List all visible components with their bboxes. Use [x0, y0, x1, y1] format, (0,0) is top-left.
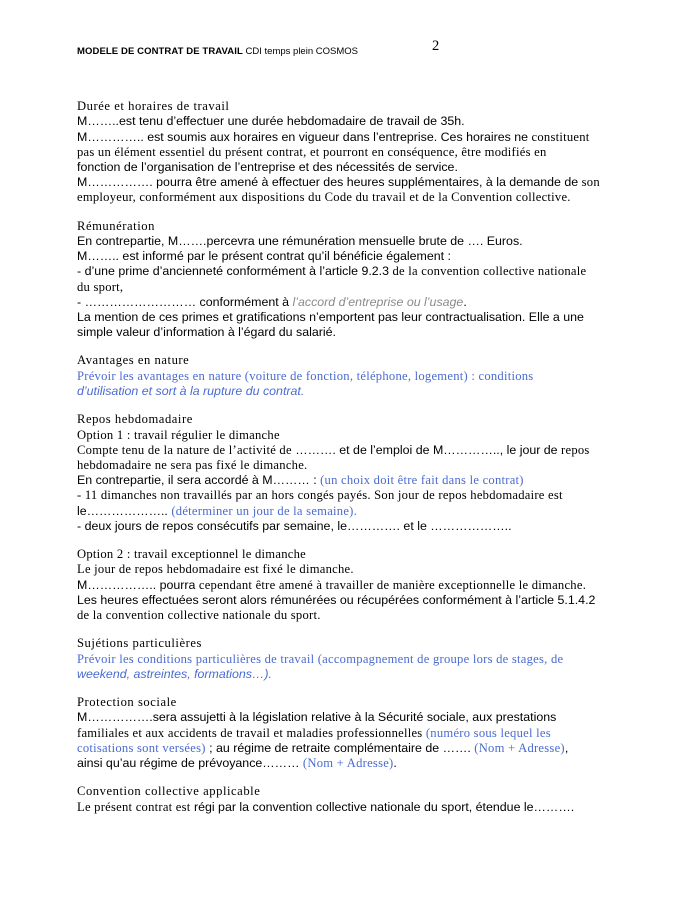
paragraph-line — [77, 741, 619, 756]
paragraph-line — [77, 310, 619, 325]
placeholder-text-blue: (un choix doit être fait dans le contrat) — [320, 473, 524, 488]
paragraph-line — [77, 726, 619, 741]
option-2-title — [77, 547, 619, 562]
paragraph-line — [77, 369, 619, 384]
text-run: Option 1 : travail régulier le dimanche — [77, 427, 280, 442]
text-run: simple valeur d’information à l’égard du salarié. — [77, 325, 336, 340]
paragraph-line — [77, 443, 619, 458]
text-run: . — [393, 755, 397, 770]
section-heading-repos: Repos hebdomadaire — [77, 412, 193, 427]
text-run: de la convention collective nationale — [392, 264, 587, 279]
text-run: - d’une prime d’ancienneté conformément à l’article 9.2.3 — [77, 264, 393, 279]
placeholder-text-blue: (Nom + Adresse) — [302, 755, 394, 770]
text-run: fonction de l’organisation de l’entreprise et des nécessités de service. — [77, 160, 458, 175]
text-run: M……………. pourra être amené à effectuer des heures supplémentaires, à la demande de — [77, 175, 582, 190]
placeholder-text-blue: Prévoir les conditions particulières de travail (accompagnement de groupe lors de stages, de — [77, 651, 564, 666]
paragraph-line — [77, 325, 619, 340]
paragraph-line — [77, 160, 619, 175]
header-title-rest: CDI temps plein COSMOS — [242, 46, 358, 57]
placeholder-text-blue: (Nom + Adresse) — [474, 740, 565, 755]
page-number: 2 — [432, 38, 440, 54]
section-heading-sujetions: Sujétions particulières — [77, 636, 202, 651]
text-run: pas un élément essentiel du présent contrat, et pourront en conséquence, être modifiés en — [77, 144, 547, 159]
text-run: Compte tenu de la nature de l’activité de — [77, 442, 296, 457]
paragraph-line — [77, 710, 619, 725]
text-run: En contrepartie, M…….percevra une rémunération mensuelle brute de …. Euros. — [77, 234, 523, 249]
paragraph-line — [77, 652, 619, 667]
text-run: repos — [561, 442, 590, 457]
placeholder-text-blue: d’utilisation et sort à la rupture du contrat. — [77, 384, 305, 399]
section-sujetions-particulieres — [77, 636, 619, 682]
section-protection-sociale — [77, 695, 619, 771]
text-run: Le présent contrat est — [77, 799, 194, 814]
section-heading-convention: Convention collective applicable — [77, 784, 261, 799]
text-run: ………. et de l’emploi de M………….., le jour de — [295, 442, 562, 457]
section-heading-remuneration: Rémunération — [77, 218, 155, 233]
section-duree-horaires — [77, 99, 619, 206]
paragraph-line — [77, 578, 619, 593]
paragraph-line — [77, 190, 619, 205]
text-run: M…………….. pourra — [77, 577, 199, 592]
text-run: M………….. est soumis aux horaires en vigueur dans l’entreprise. Ces horaires ne — [77, 129, 532, 144]
text-run: - ……………………… conformément à — [77, 294, 293, 309]
paragraph-line — [77, 800, 619, 815]
section-avantages-nature — [77, 353, 619, 399]
text-run: M…………….sera assujetti à la législation relative à la Sécurité sociale, aux prestations — [77, 710, 557, 725]
text-run: M…….. est informé par le présent contrat qu’il bénéficie également : — [77, 249, 451, 264]
paragraph-line — [77, 593, 619, 608]
text-run: - 11 dimanches non travaillés par an hors congés payés. Son jour de repos hebdomadaire est — [77, 488, 563, 503]
text-run: , — [564, 740, 569, 755]
text-run: Le jour de repos hebdomadaire est fixé le dimanche. — [77, 562, 354, 577]
paragraph-line — [77, 562, 619, 577]
text-run: de la convention collective nationale du sport. — [77, 607, 321, 622]
paragraph-line — [77, 249, 619, 264]
paragraph-line — [77, 488, 619, 503]
paragraph-spacer — [77, 534, 619, 547]
text-run: constituent — [531, 129, 590, 144]
text-run: cependant être amené à travailler de manière exceptionnelle le dimanche. — [198, 577, 587, 592]
paragraph-line — [77, 295, 619, 310]
text-run: son — [581, 175, 600, 190]
section-remuneration — [77, 219, 619, 341]
section-convention-collective — [77, 784, 619, 815]
header-title-bold: MODELE DE CONTRAT DE TRAVAIL — [77, 46, 243, 57]
paragraph-line — [77, 473, 619, 488]
placeholder-text-gray: l’accord d’entreprise ou l’usage — [292, 294, 464, 309]
text-run: Option 2 : travail exceptionnel le dimanche — [77, 547, 306, 562]
paragraph-line — [77, 667, 619, 682]
paragraph-line — [77, 504, 619, 519]
section-repos-hebdomadaire — [77, 412, 619, 623]
paragraph-line — [77, 130, 619, 145]
paragraph-line — [77, 458, 619, 473]
placeholder-text-blue: Prévoir les avantages en nature (voiture de fonction, téléphone, logement) : conditions — [77, 368, 534, 383]
text-run: ; au régime de retraite complémentaire de ……. — [205, 740, 475, 755]
text-run: le……………….. — [77, 503, 172, 518]
section-heading-avantages: Avantages en nature — [77, 353, 190, 368]
placeholder-text-blue: (numéro sous lequel les — [425, 725, 551, 740]
text-run: ainsi qu’au régime de prévoyance……… — [77, 755, 303, 770]
paragraph-line — [77, 519, 619, 534]
paragraph-line — [77, 384, 619, 399]
paragraph-line — [77, 264, 619, 279]
paragraph-line — [77, 145, 619, 160]
placeholder-text-blue: weekend, astreintes, formations…). — [77, 666, 272, 681]
placeholder-text-blue: cotisations sont versées) — [77, 740, 206, 755]
text-run: du sport, — [77, 279, 124, 294]
paragraph-line — [77, 756, 619, 771]
document-body — [77, 99, 619, 815]
paragraph-line — [77, 114, 619, 129]
text-run: hebdomadaire ne sera pas fixé le dimanche. — [77, 458, 308, 473]
section-heading-protection: Protection sociale — [77, 694, 177, 709]
option-1-title — [77, 428, 619, 443]
placeholder-text-blue: (déterminer un jour de la semaine). — [171, 503, 358, 518]
text-run: employeur, conformément aux dispositions du Code du travail et de la Convention collective. — [77, 190, 571, 205]
page-header — [77, 41, 619, 57]
text-run: La mention de ces primes et gratifications n’emportent pas leur contractualisation. Elle a une — [77, 310, 584, 325]
paragraph-line — [77, 234, 619, 249]
paragraph-line — [77, 280, 619, 295]
text-run: . — [463, 294, 467, 309]
text-run: régi par la convention collective nationale du sport, étendue le………. — [193, 799, 575, 814]
paragraph-line — [77, 608, 619, 623]
text-run: En contrepartie, il sera accordé à M……… : — [77, 473, 321, 488]
text-run: familiales et aux accidents de travail et maladies professionnelles — [77, 725, 426, 740]
text-run: - deux jours de repos consécutifs par semaine, le…………. et le ……………….. — [77, 518, 512, 533]
text-run: M……..est tenu d’effectuer une durée hebdomadaire de travail de 35h. — [77, 114, 465, 129]
text-run: Les heures effectuées seront alors rémunérées ou récupérées conformément à l’article 5.1.4.2 — [77, 592, 596, 607]
paragraph-line — [77, 175, 619, 190]
section-heading-duree: Durée et horaires de travail — [77, 99, 230, 113]
